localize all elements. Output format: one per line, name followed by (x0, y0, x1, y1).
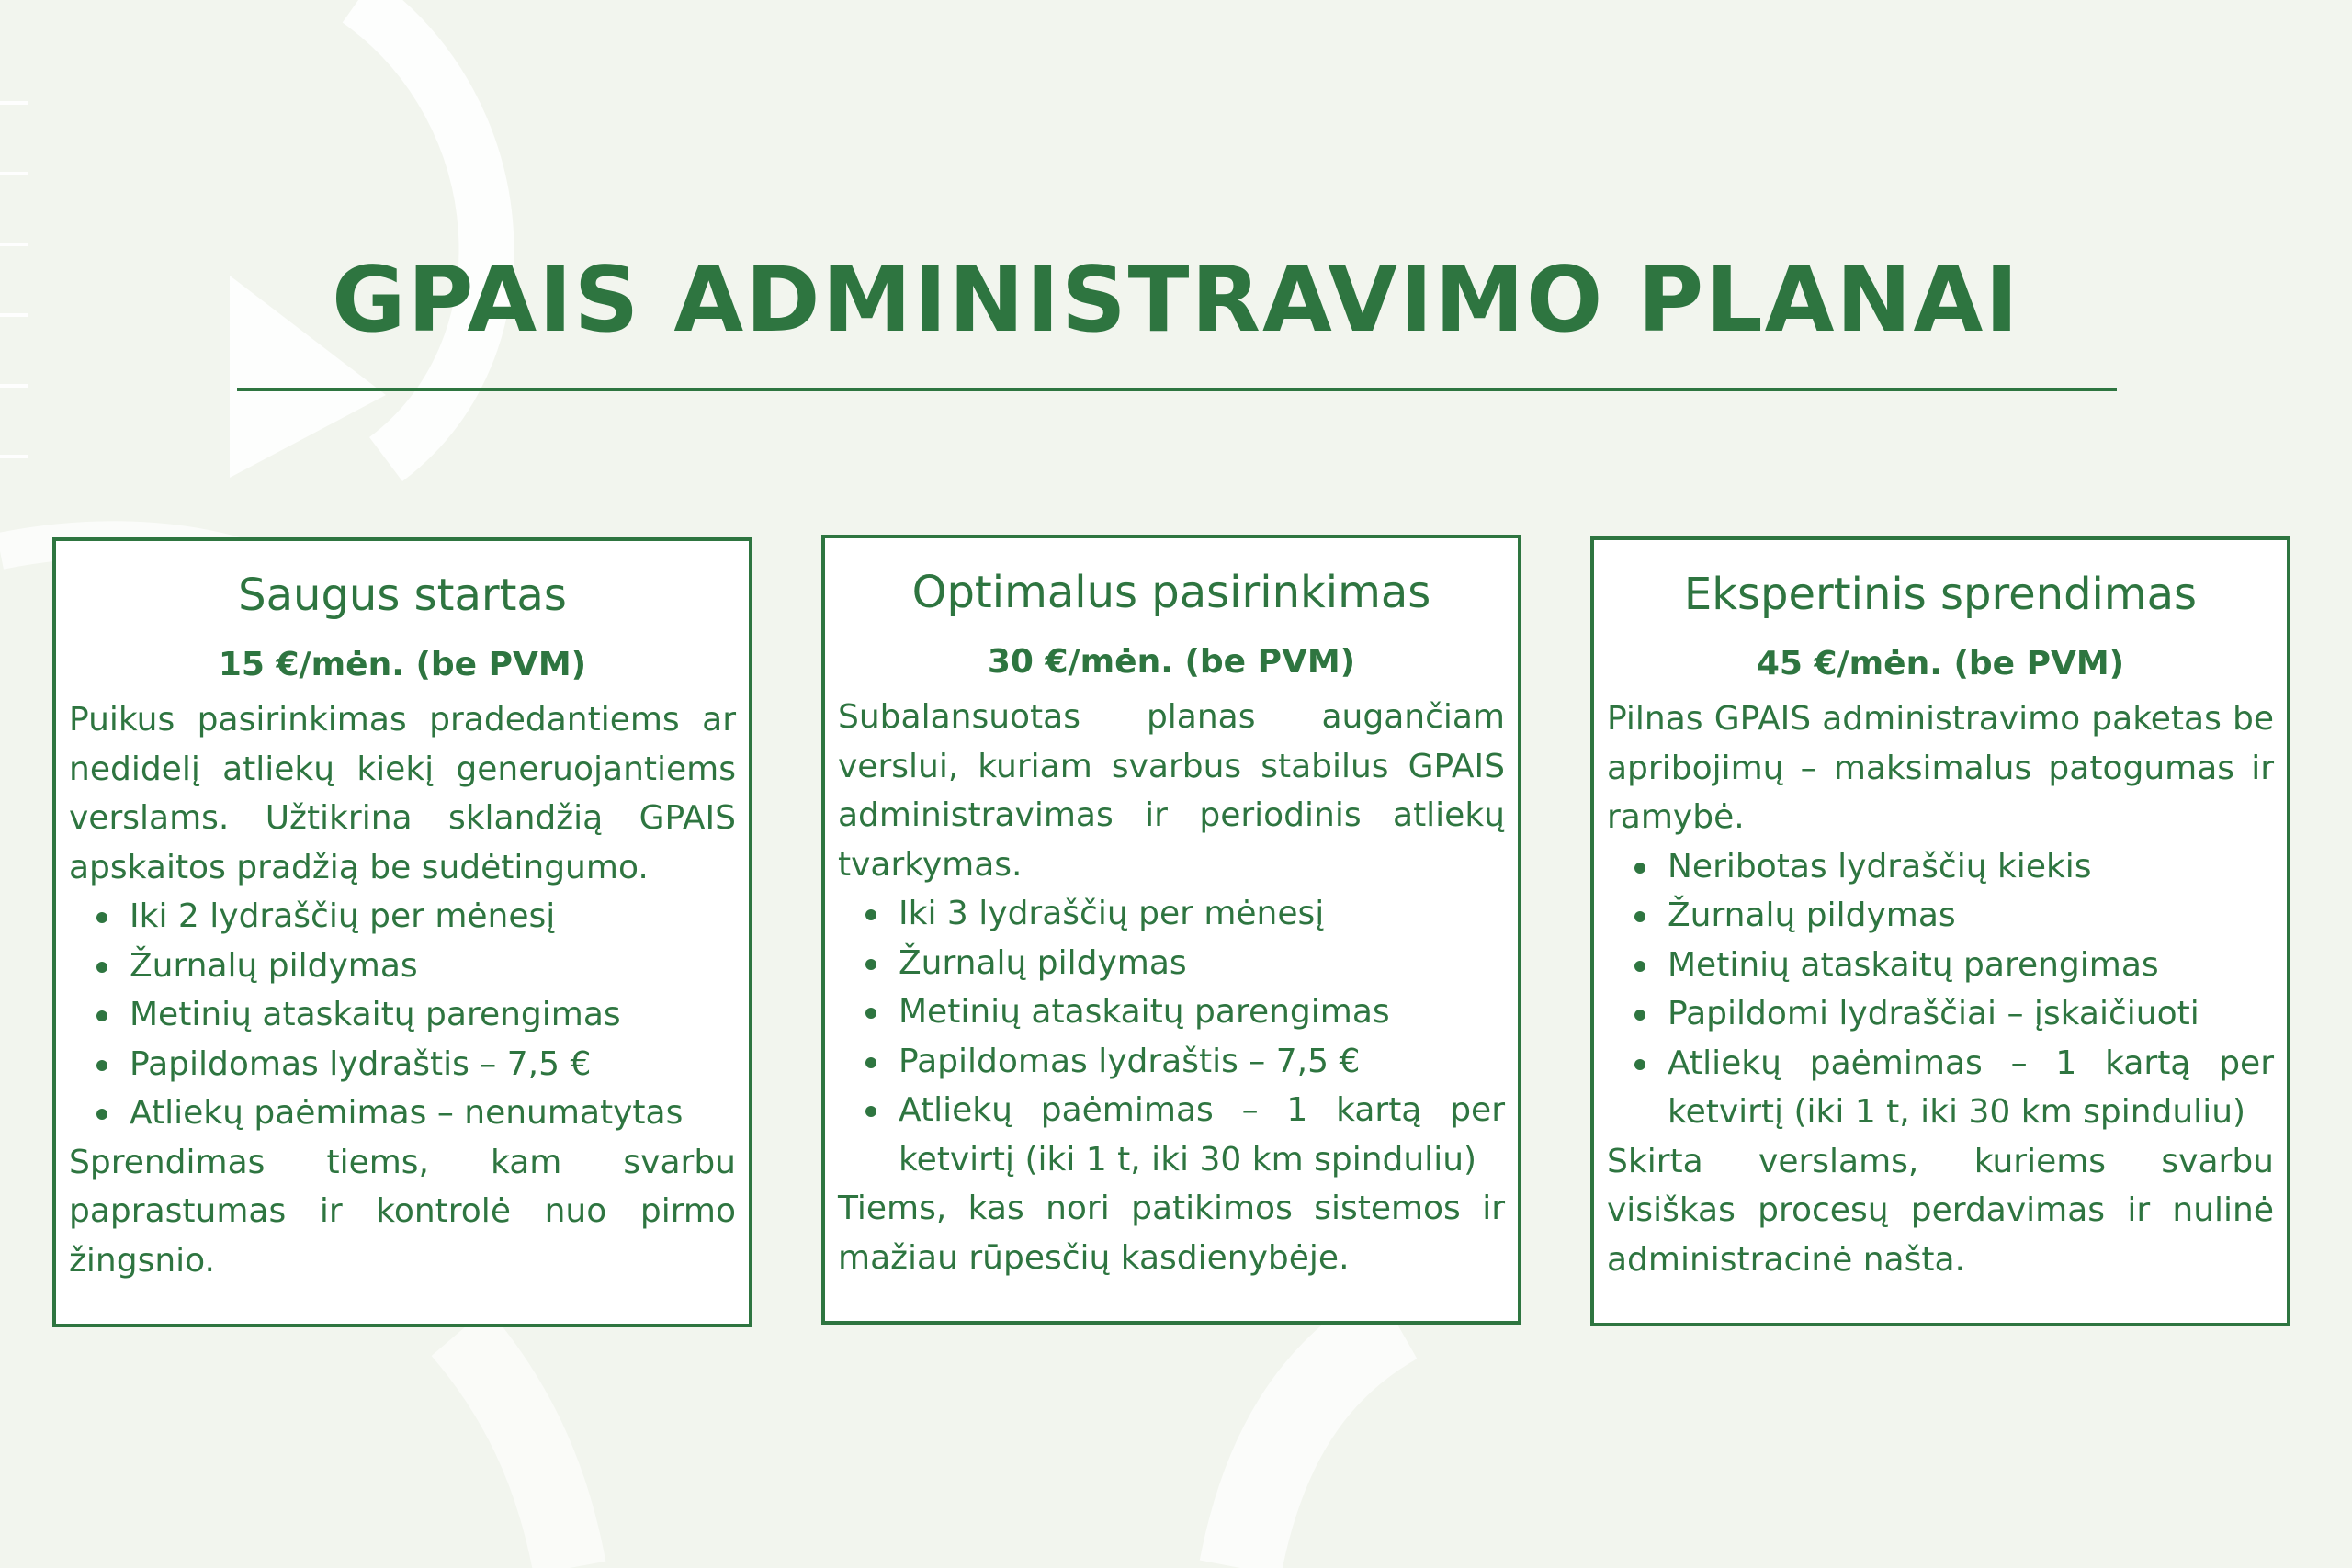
plan-features (1607, 842, 2274, 1137)
plan-description: Subalansuotas planas augančiam verslui, kuriam svarbus stabilus GPAIS administravimas ir periodinis atliekų tvarkymas. (838, 698, 1505, 884)
feature-item: Metinių ataskaitų parengimas (1653, 941, 2274, 990)
plan-price: 15 €/mėn. (be PVM) (218, 646, 587, 683)
plan-features (838, 889, 1505, 1184)
plan-price: 45 €/mėn. (be PVM) (1756, 645, 2125, 682)
plan-description: Puikus pasirinkimas pradedantiems ar nedidelį atliekų kiekį generuojantiems verslams. Užtikrina sklandžią GPAIS apskaitos pradžią be sudėtingumo. (69, 701, 736, 886)
plan-name: Ekspertinis sprendimas (1683, 569, 2198, 620)
feature-item: Atliekų paėmimas – nenumatytas (115, 1089, 736, 1138)
plan-closing: Sprendimas tiems, kam svarbu paprastumas ir kontrolė nuo pirmo žingsnio. (69, 1143, 736, 1280)
tick-mark (0, 172, 28, 175)
tick-mark (0, 101, 28, 105)
feature-item: Papildomas lydraštis – 7,5 € (115, 1040, 736, 1089)
feature-item: Iki 2 lydraščių per mėnesį (115, 892, 736, 942)
plan-name: Optimalus pasirinkimas (911, 567, 1431, 618)
plan-features (69, 892, 736, 1138)
tick-mark (0, 384, 28, 388)
plan-name: Saugus startas (238, 570, 567, 621)
feature-item: Žurnalų pildymas (115, 942, 736, 991)
plan-card-saugus-startas (52, 537, 752, 1327)
feature-item: Atliekų paėmimas – 1 kartą per ketvirtį (iki 1 t, iki 30 km spinduliu) (884, 1086, 1505, 1184)
plan-description: Pilnas GPAIS administravimo paketas be apribojimų – maksimalus patogumas ir ramybė. (1607, 700, 2274, 836)
feature-item: Iki 3 lydraščių per mėnesį (884, 889, 1505, 939)
feature-item: Metinių ataskaitų parengimas (115, 990, 736, 1040)
feature-item: Žurnalų pildymas (884, 939, 1505, 988)
plan-closing: Tiems, kas nori patikimos sistemos ir mažiau rūpesčių kasdienybėje. (838, 1190, 1505, 1277)
feature-item: Papildomas lydraštis – 7,5 € (884, 1037, 1505, 1087)
tick-mark (0, 243, 28, 246)
plan-closing: Skirta verslams, kuriems svarbu visiškas procesų perdavimas ir nulinė administracinė našta. (1607, 1142, 2274, 1279)
feature-item: Papildomi lydraščiai – įskaičiuoti (1653, 989, 2274, 1039)
feature-item: Metinių ataskaitų parengimas (884, 987, 1505, 1037)
feature-item: Atliekų paėmimas – 1 kartą per ketvirtį (iki 1 t, iki 30 km spinduliu) (1653, 1039, 2274, 1137)
feature-item: Neribotas lydraščių kiekis (1653, 842, 2274, 892)
tick-mark (0, 455, 28, 458)
feature-item: Žurnalų pildymas (1653, 891, 2274, 941)
plan-card-optimalus-pasirinkimas (821, 535, 1521, 1325)
plan-price: 30 €/mėn. (be PVM) (987, 643, 1356, 681)
page-title: GPAIS ADMINISTRAVIMO PLANAI (332, 248, 2020, 353)
plan-card-ekspertinis-sprendimas (1590, 536, 2290, 1326)
title-divider (237, 388, 2117, 391)
